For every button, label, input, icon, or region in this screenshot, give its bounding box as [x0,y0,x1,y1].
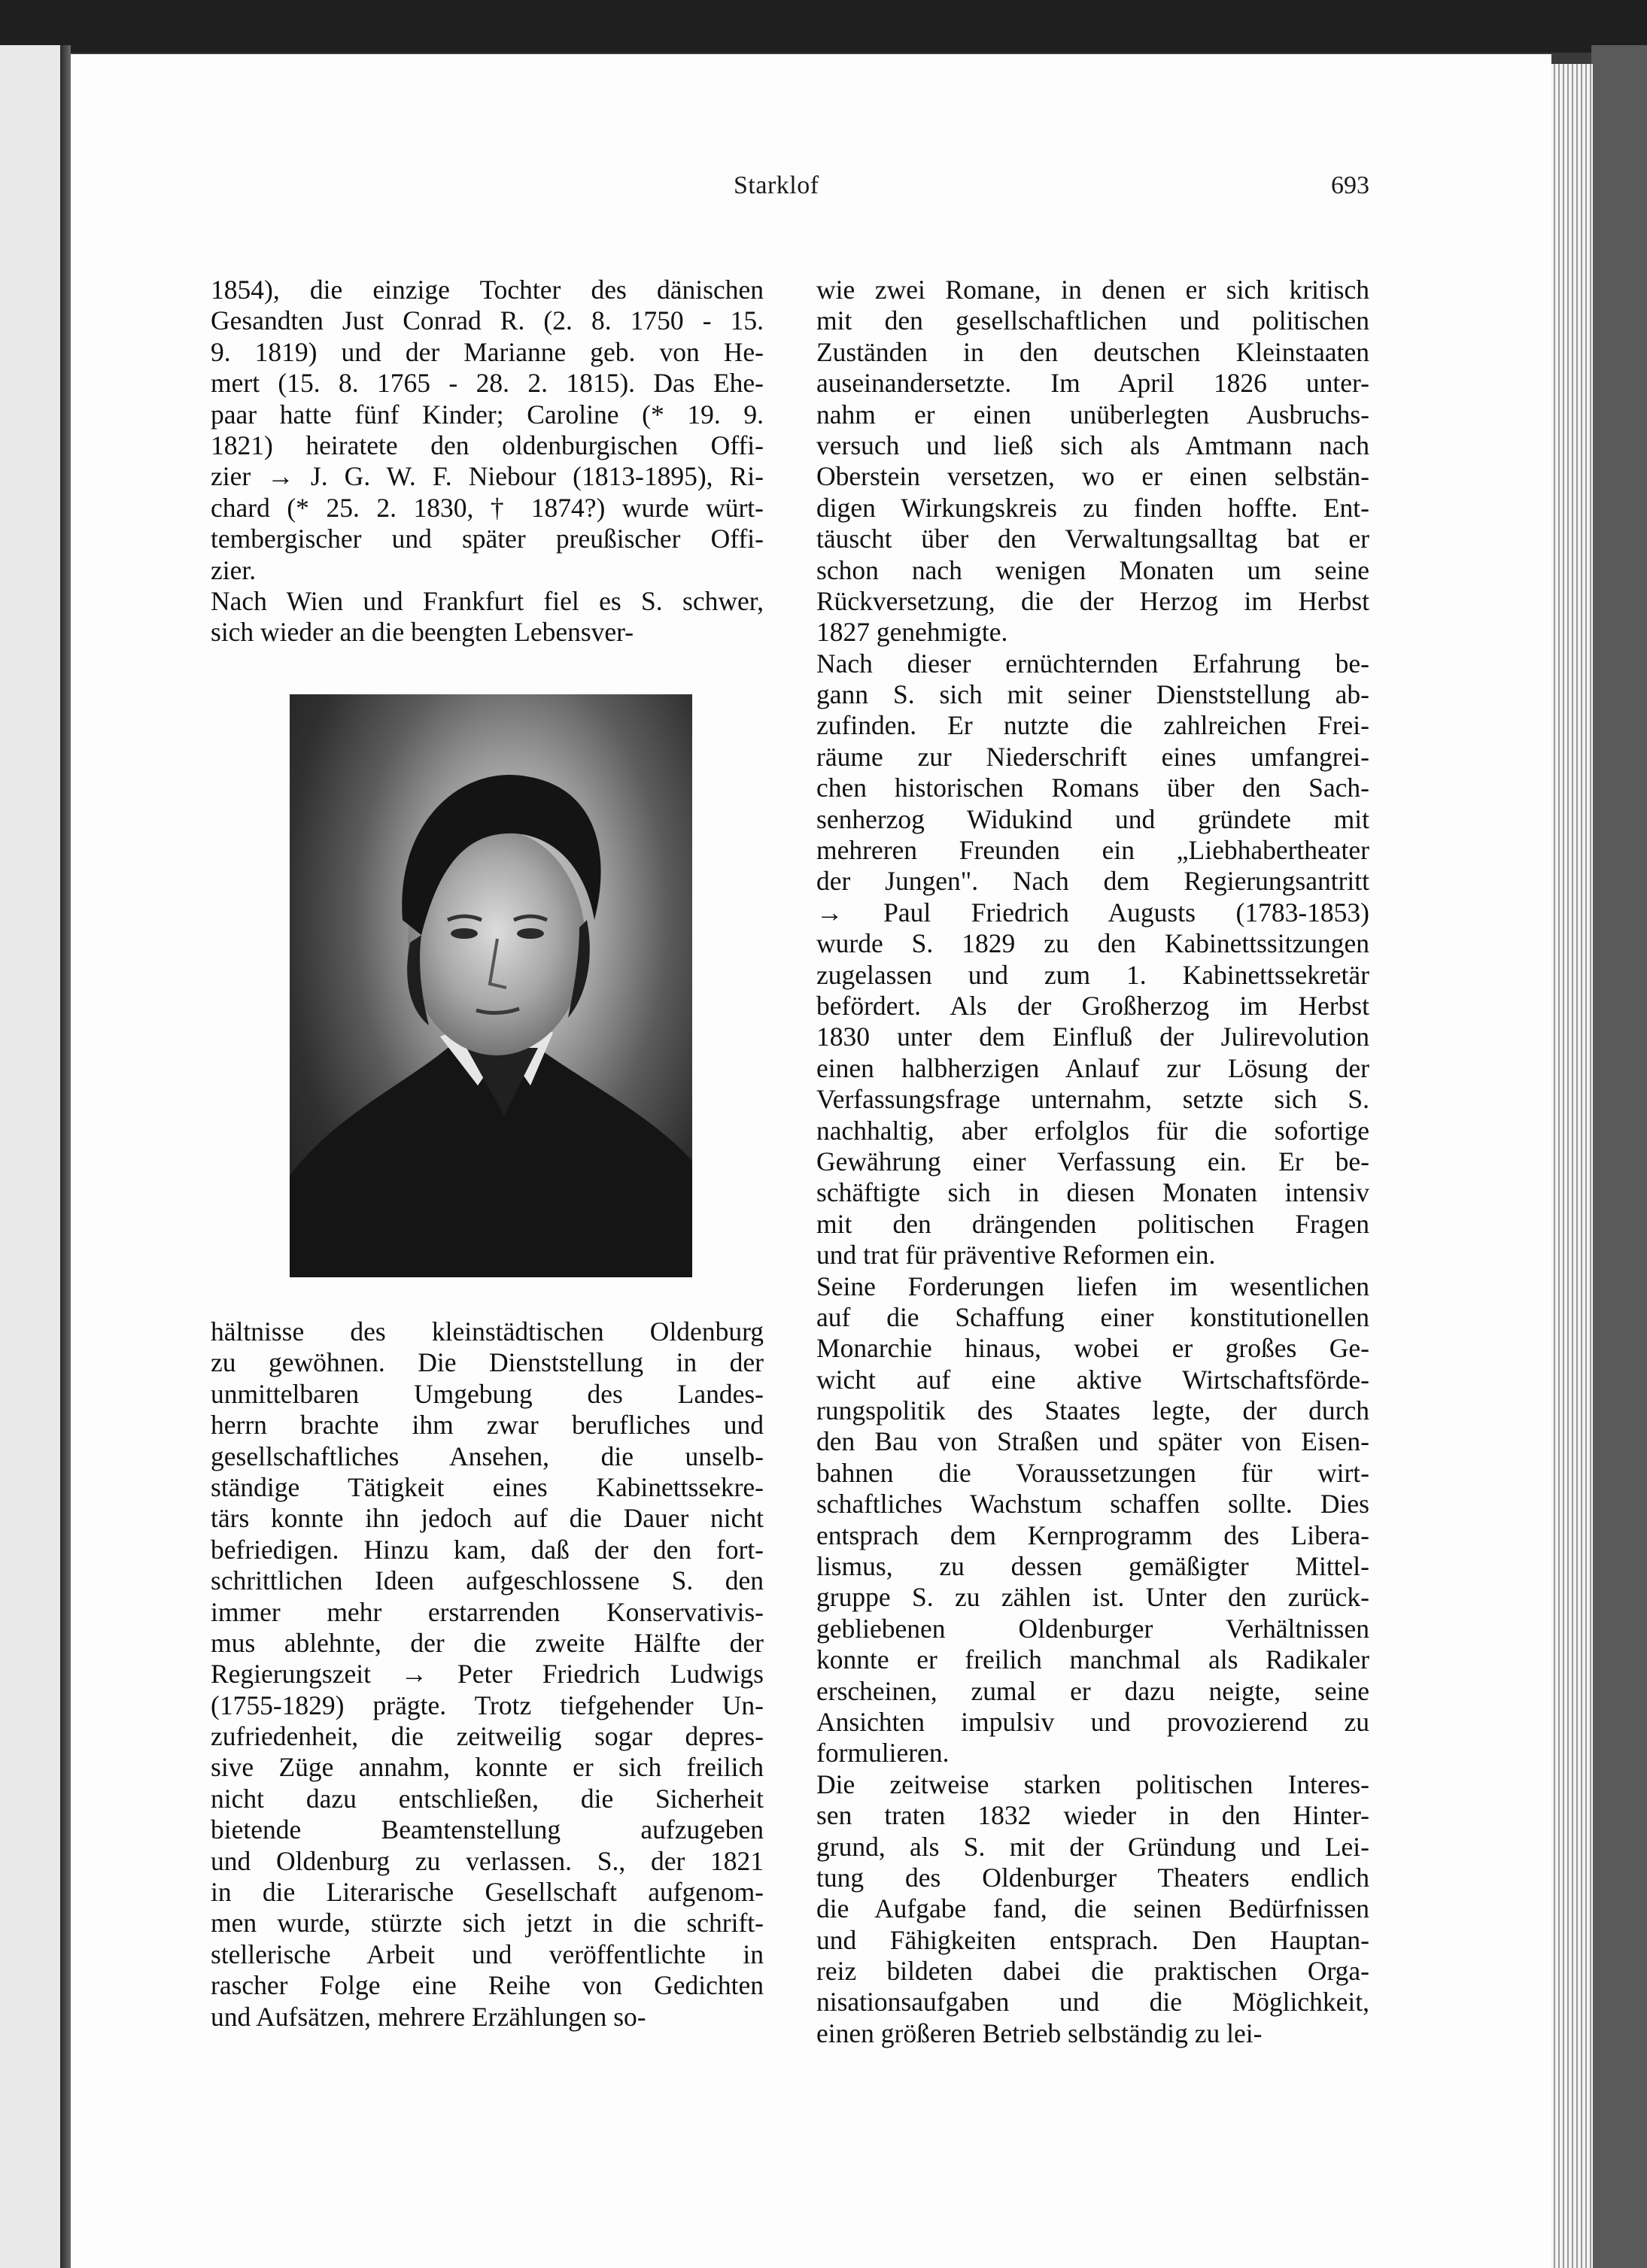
text-line: sive Züge annahm, konnte er sich freilich [211,1752,764,1783]
text-line: mit den gesellschaftlichen und politischen [816,305,1369,336]
text-line: gebliebenen Oldenburger Verhältnissen [816,1613,1369,1644]
text-line: stellerische Arbeit und veröffentlichte in [211,1939,764,1969]
text-line: in die Literarische Gesellschaft aufgenom- [211,1877,764,1908]
text-line: schäftigte sich in diesen Monaten intensiv [816,1177,1369,1208]
text-line: zier → J. G. W. F. Niebour (1813-1895), Ri- [211,461,764,492]
left-column-bottom-text [211,1316,764,2033]
text-line: sen traten 1832 wieder in den Hinter- [816,1800,1369,1831]
text-line: gruppe S. zu zählen ist. Unter den zurück- [816,1582,1369,1613]
text-line: tung des Oldenburger Theaters endlich [816,1862,1369,1893]
text-line: einen halbherzigen Anlauf zur Lösung der [816,1052,1369,1083]
text-line: einen größeren Betrieb selbständig zu lei- [816,2018,1263,2048]
text-line: → Paul Friedrich Augusts (1783-1853) [816,897,1369,928]
portrait-image [290,694,692,1277]
text-line: befriedigen. Hinzu kam, daß der den fort- [211,1534,764,1565]
text-line: nicht dazu entschließen, die Sicherheit [211,1783,764,1814]
text-line: Gesandten Just Conrad R. (2. 8. 1750 - 15. [211,305,764,336]
book-cover-edge [1591,45,1647,2268]
text-line: und trat für präventive Reformen ein. [816,1240,1216,1271]
text-line: chard (* 25. 2. 1830, † 1874?) wurde würt- [211,492,764,523]
text-line: die Aufgabe fand, die seinen Bedürfnissen [816,1893,1369,1924]
page-stack-edges [1546,64,1593,2268]
text-line: Monarchie hinaus, wobei er großes Ge- [816,1333,1369,1364]
text-line: ständige Tätigkeit eines Kabinettssekre- [211,1471,764,1502]
text-line: tärs konnte ihn jedoch auf die Dauer nicht [211,1503,764,1534]
text-line: wicht auf eine aktive Wirtschaftsförde- [816,1364,1369,1395]
text-line: mehreren Freunden ein „Liebhabertheater [816,835,1369,866]
text-line: Oberstein versetzen, wo er einen selbstän- [816,461,1369,492]
text-line: 1827 genehmigte. [816,617,1008,648]
text-line: formulieren. [816,1738,950,1769]
text-line: tembergischer und später preußischer Offi- [211,524,764,554]
text-line: und Aufsätzen, mehrere Erzählungen so- [211,2001,646,2032]
text-line: 1854), die einzige Tochter des dänischen [211,275,764,305]
text-line: zu gewöhnen. Die Dienststellung in der [211,1347,764,1378]
text-line: paar hatte fünf Kinder; Caroline (* 19. 9. [211,399,764,430]
text-line: 9. 1819) und der Marianne geb. von He- [211,336,764,367]
text-line: Nach dieser ernüchternden Erfahrung be- [816,648,1369,679]
text-line: herrn brachte ihm zwar berufliches und [211,1410,764,1441]
text-line: 1830 unter dem Einfluß der Julirevolution [816,1022,1369,1052]
text-line: gann S. sich mit seiner Dienststellung ab- [816,679,1369,710]
text-line: befördert. Als der Großherzog im Herbst [816,990,1369,1021]
running-header-title: Starklof [734,172,819,199]
text-line: den Bau von Straßen und später von Eisen- [816,1426,1369,1457]
text-line: bahnen die Voraussetzungen für wirt- [816,1457,1369,1488]
text-line: der Jungen". Nach dem Regierungsantritt [816,866,1369,897]
scan-backdrop [0,0,1647,53]
text-line: wie zwei Romane, in denen er sich kritisch [816,275,1369,305]
text-line: Ansichten impulsiv und provozierend zu [816,1706,1369,1737]
text-line: schon nach wenigen Monaten um seine [816,554,1369,585]
text-line: nahm er einen unüberlegten Ausbruchs- [816,399,1369,430]
text-line: konnte er freilich manchmal als Radikaler [816,1644,1369,1675]
text-line: mert (15. 8. 1765 - 28. 2. 1815). Das Ehe- [211,368,764,399]
text-line: Nach Wien und Frankfurt fiel es S. schwer, [211,585,764,616]
text-line: (1755-1829) prägte. Trotz tiefgehender Un- [211,1690,764,1720]
right-column-text [816,275,1369,2049]
text-line: zufriedenheit, die zeitweilig sogar depres- [211,1721,764,1752]
page-number: 693 [1331,172,1369,199]
text-line: zugelassen und zum 1. Kabinettssekretär [816,959,1369,990]
text-line: Die zeitweise starken politischen Interes- [816,1769,1369,1799]
text-line: mus ablehnte, der die zweite Hälfte der [211,1627,764,1658]
text-line: sich wieder an die beengten Lebensver- [211,617,634,648]
text-line: zier. [211,554,257,585]
text-line: nachhaltig, aber erfolglos für die sofortige [816,1115,1369,1146]
text-line: täuscht über den Verwaltungsalltag bat er [816,524,1369,554]
text-line: schaftliches Wachstum schaffen sollte. Dies [816,1489,1369,1520]
text-line: Regierungszeit → Peter Friedrich Ludwigs [211,1659,764,1690]
text-line: auseinandersetzte. Im April 1826 unter- [816,368,1369,399]
text-line: rungspolitik des Staates legte, der durch [816,1395,1369,1426]
text-line: Seine Forderungen liefen im wesentlichen [816,1271,1369,1301]
text-line: unmittelbaren Umgebung des Landes- [211,1378,764,1409]
text-line: erscheinen, zumal er dazu neigte, seine [816,1675,1369,1706]
text-line: gesellschaftliches Ansehen, die unselb- [211,1441,764,1471]
text-line: men wurde, stürzte sich jetzt in die schrift- [211,1908,764,1939]
text-line: senherzog Widukind und gründete mit [816,803,1369,834]
text-line: Rückversetzung, die der Herzog im Herbst [816,585,1369,616]
text-line: rascher Folge eine Reihe von Gedichten [211,1970,764,2001]
text-line: räume zur Niederschrift eines umfangrei- [816,741,1369,772]
text-line: digen Wirkungskreis zu finden hoffte. Ent- [816,492,1369,523]
text-line: Verfassungsfrage unternahm, setzte sich S. [816,1084,1369,1115]
text-line: lismus, zu dessen gemäßigter Mittel- [816,1551,1369,1582]
text-line: zufinden. Er nutzte die zahlreichen Frei- [816,710,1369,741]
text-line: grund, als S. mit der Gründung und Lei- [816,1831,1369,1862]
text-line: Gewährung einer Verfassung ein. Er be- [816,1146,1369,1177]
left-column-top-text [211,275,764,648]
text-line: entsprach dem Kernprogramm des Libera- [816,1520,1369,1550]
text-line: hältnisse des kleinstädtischen Oldenburg [211,1316,764,1347]
text-line: 1821) heiratete den oldenburgischen Offi- [211,430,764,460]
book-gutter [60,45,71,2268]
portrait-drawing [290,694,692,1277]
text-line: auf die Schaffung einer konstitutionellen [816,1301,1369,1332]
text-line: schrittlichen Ideen aufgeschlossene S. den [211,1565,764,1596]
text-line: versuch und ließ sich als Amtmann nach [816,430,1369,460]
text-line: und Fähigkeiten entsprach. Den Hauptan- [816,1924,1369,1955]
text-line: immer mehr erstarrenden Konservativis- [211,1596,764,1627]
text-line: chen historischen Romans über den Sach- [816,773,1369,803]
text-line: reiz bildeten dabei die praktischen Orga- [816,1956,1369,1987]
text-line: mit den drängenden politischen Fragen [816,1208,1369,1239]
text-line: wurde S. 1829 zu den Kabinettssitzungen [816,928,1369,959]
text-line: und Oldenburg zu verlassen. S., der 1821 [211,1845,764,1876]
facing-page-edge [0,45,62,2268]
text-line: bietende Beamtenstellung aufzugeben [211,1814,764,1845]
text-line: nisationsaufgaben und die Möglichkeit, [816,1987,1369,2018]
text-line: Zuständen in den deutschen Kleinstaaten [816,336,1369,367]
